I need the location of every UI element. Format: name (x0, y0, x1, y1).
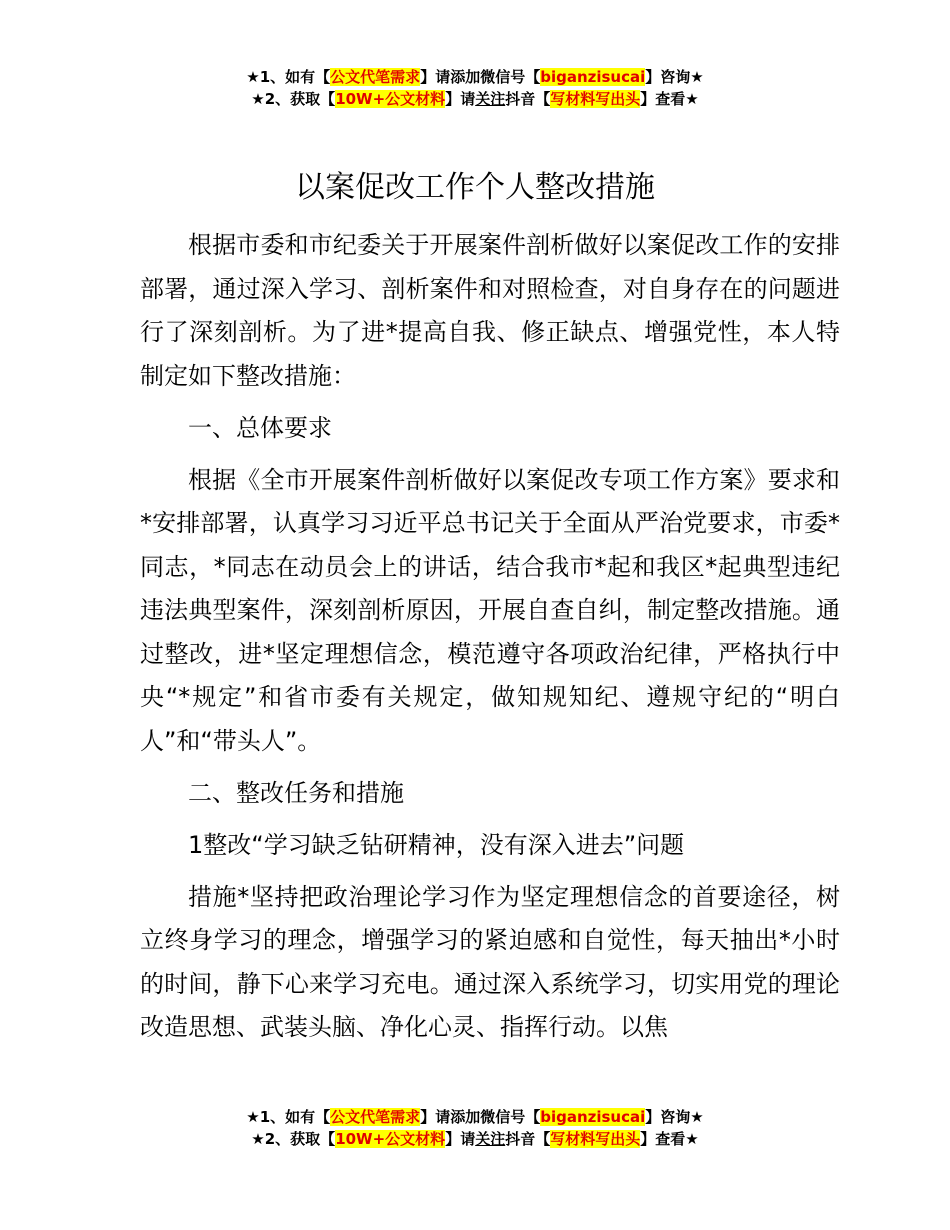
promo-text: 】请 (445, 90, 476, 108)
subsection-heading: 1整改“学习缺乏钻研精神，没有深入进去”问题 (188, 830, 685, 859)
promo-line-1 (0, 1106, 950, 1128)
promo-text: 抖音【 (505, 1130, 551, 1148)
section-heading: 一、总体要求 (188, 413, 332, 442)
promo-text: ★1、如有【 (246, 68, 331, 86)
promo-text: 】请添加微信号【 (420, 68, 541, 86)
body-paragraph: 根据《全市开展案件剖析做好以案促改专项工作方案》要求和*安排部署，认真学习习近平总书记关于全面从严治党要求，市委*同志，*同志在动员会上的讲话，结合我市*起和我区*起典型违纪违法典型案件，深刻剖析原因，开展自查自纠，制定整改措施。通过整改，进*坚定理想信念，模范遵守各项政治纪律，严格执行中央“*规定”和省市委有关规定，做知规知纪、遵规守纪的“明白人”和“带头人”。 (140, 465, 840, 755)
promo-highlight: biganzisucai (540, 68, 646, 86)
promo-highlight: 10W+公文材料 (335, 90, 446, 108)
body-paragraph: 根据市委和市纪委关于开展案件剖析做好以案促改工作的安排部署，通过深入学习、剖析案件和对照检查，对自身存在的问题进行了深刻剖析。为了进*提高自我、修正缺点、增强党性，本人特制定如下整改措施： (140, 231, 840, 390)
promo-text: ★1、如有【 (246, 1108, 331, 1126)
promo-line-2 (0, 1128, 950, 1150)
promo-text: ★2、获取【 (251, 90, 336, 108)
section-heading: 二、整改任务和措施 (188, 778, 404, 807)
promo-text: 】咨询★ (645, 1108, 704, 1126)
header-promo (0, 66, 950, 110)
document-title: 以案促改工作个人整改措施 (295, 170, 655, 205)
promo-text: 抖音【 (505, 90, 551, 108)
promo-highlight: 10W+公文材料 (335, 1130, 446, 1148)
footer-promo (0, 1106, 950, 1150)
promo-text: 】查看★ (640, 1130, 699, 1148)
promo-highlight: 写材料写出头 (550, 1130, 641, 1148)
promo-line-2 (0, 88, 950, 110)
promo-highlight: 公文代笔需求 (330, 68, 421, 86)
promo-text: 】请 (445, 1130, 476, 1148)
promo-text: 】查看★ (640, 90, 699, 108)
promo-highlight: 公文代笔需求 (330, 1108, 421, 1126)
promo-text: 】咨询★ (645, 68, 704, 86)
document-body (140, 224, 840, 1050)
promo-line-1 (0, 66, 950, 88)
promo-text: ★2、获取【 (251, 1130, 336, 1148)
body-paragraph: 措施*坚持把政治理论学习作为坚定理想信念的首要途径，树立终身学习的理念，增强学习的紧迫感和自觉性，每天抽出*小时的时间，静下心来学习充电。通过深入系统学习，切实用党的理论改造思想、武装头脑、净化心灵、指挥行动。以焦 (140, 882, 840, 1041)
promo-underline: 关注 (475, 90, 506, 108)
promo-underline: 关注 (475, 1130, 506, 1148)
promo-highlight: 写材料写出头 (550, 90, 641, 108)
promo-text: 】请添加微信号【 (420, 1108, 541, 1126)
promo-highlight: biganzisucai (540, 1108, 646, 1126)
